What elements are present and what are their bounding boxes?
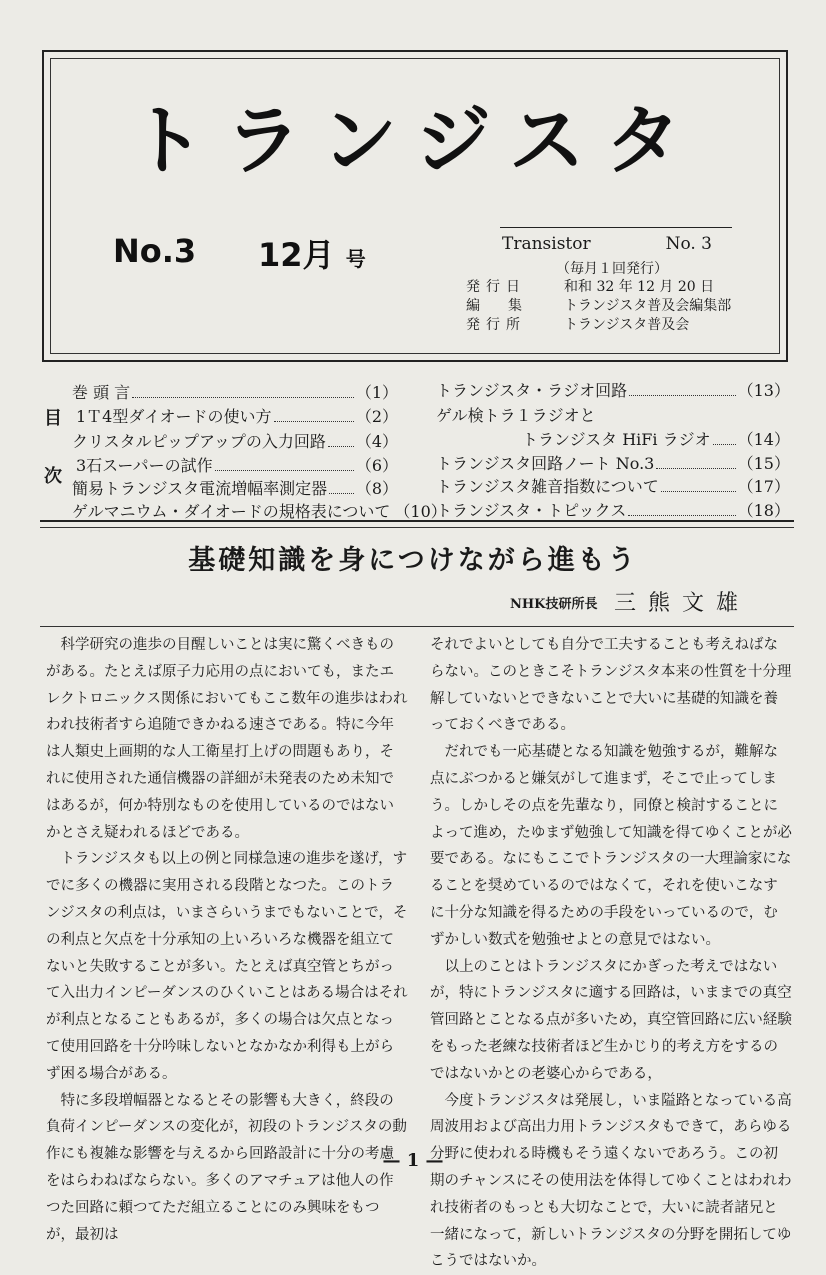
toc-page: （17） xyxy=(737,477,790,496)
toc-item[interactable] xyxy=(72,476,398,499)
toc-title: ゲル検トラ１ラジオと xyxy=(436,406,596,425)
colophon-value: トランジスタ普及会編集部 xyxy=(564,298,732,314)
colophon-title xyxy=(502,234,712,254)
toc-page: （18） xyxy=(737,501,790,520)
colophon-value: 和和 32 年 12 月 20 日 xyxy=(564,279,715,295)
issue-number: No.3 xyxy=(113,232,197,270)
colophon-row-published xyxy=(466,276,714,296)
toc-leader xyxy=(274,421,354,422)
toc-item[interactable] xyxy=(72,380,398,403)
toc-item[interactable] xyxy=(522,427,790,450)
toc-page: （1） xyxy=(355,383,398,402)
toc-leader xyxy=(628,515,735,516)
toc-leader xyxy=(661,491,736,492)
article-paragraph: 今度トランジスタは発展し，いま隘路となっている高周波用および高出力用トランジスタもできて，あらゆる分野に使われる時機もそう遠くないであろう。この初期のチャンスにその使用法を体得してゆくことはわれわれ技術者のもっとも大切なことで，大いに読者諸兄と一緒になって，新しいトランジスタの分野を開拓してゆこうではないか。 xyxy=(430,1092,792,1270)
magazine-title: トランジスタ xyxy=(129,96,701,185)
colophon-row-editor xyxy=(466,295,731,315)
page-number: — 1 — xyxy=(382,1150,444,1171)
colophon-label: 発行所 xyxy=(466,317,526,333)
issue-month-suffix: 号 xyxy=(345,247,366,271)
toc-leader xyxy=(328,446,354,447)
toc-title: トランジスタ雑音指数について xyxy=(436,477,659,496)
colophon-label: 編集 xyxy=(466,298,550,314)
colophon-rule xyxy=(500,227,732,228)
colophon-label: 発行日 xyxy=(466,279,526,295)
toc-page: （14） xyxy=(737,430,790,449)
toc-page: （4） xyxy=(355,432,398,451)
toc-title: トランジスタ・トピックス xyxy=(436,501,627,520)
toc-leader xyxy=(629,395,736,396)
colophon-number: No. 3 xyxy=(665,234,712,254)
colophon-value: トランジスタ普及会 xyxy=(564,317,690,333)
issue-month-value: 12月 xyxy=(258,236,335,274)
toc-page: （13） xyxy=(737,381,790,400)
toc-item[interactable] xyxy=(436,451,790,474)
toc-item[interactable] xyxy=(436,403,790,426)
toc-page: （8） xyxy=(355,479,398,498)
toc-leader xyxy=(713,444,736,445)
toc-item[interactable] xyxy=(436,498,790,521)
toc-heading-ji: 次 xyxy=(44,466,62,487)
article-column-right xyxy=(430,632,792,1275)
toc-page: （15） xyxy=(737,454,790,473)
colophon-frequency: （毎月１回発行） xyxy=(556,261,668,277)
article-paragraph: トランジスタも以上の例と同様急速の進歩を遂げ，すでに多くの機器に実用される段階となつた。このトランジスタの利点は，いまさらいうまでもないことで，その利点と欠点を十分承知の上いろいろな機器を組立てないと失敗することが多い。たとえば真空管とちがって入出力インピーダンスのひくいことはある場合はそれが利点となることもあるが，多くの場合は欠点となって使用回路を十分吟味しないとなかなか利得も上がらず困る場合がある。 xyxy=(46,851,408,1082)
toc-title: 簡易トランジスタ電流増幅率測定器 xyxy=(72,479,328,498)
toc-bottom-rule xyxy=(40,520,794,522)
toc-title: トランジスタ HiFi ラジオ xyxy=(522,430,711,449)
author-name: 三熊文雄 xyxy=(614,591,751,616)
toc-item[interactable] xyxy=(76,404,398,427)
issue-month xyxy=(258,230,366,276)
toc-leader xyxy=(215,470,354,471)
article-headline: 基礎知識を身につけながら進もう xyxy=(188,545,638,576)
toc-title: トランジスタ回路ノート No.3 xyxy=(436,454,655,473)
toc-bottom-rule-thin xyxy=(40,527,794,528)
toc-item[interactable] xyxy=(72,499,447,522)
toc-title: トランジスタ・ラジオ回路 xyxy=(436,381,628,400)
toc-item[interactable] xyxy=(436,378,790,401)
article-paragraph: 科学研究の進歩の目醒しいことは実に驚くべきものがある。たとえば原子力応用の点においても，またエレクトロニックス関係においてもここ数年の進歩はわれわれ技術者すら追随できかねる速さである。特に今年は人類史上画期的な人工衛星打上げの問題もあり，それに使用された通信機器の詳細が未発表のため未知ではあるが，何か特別なものを使用しているのではないかとさえ疑われるほどである。 xyxy=(46,637,408,841)
article-paragraph: 以上のことはトランジスタにかぎった考えではないが，特にトランジスタに適する回路は，いままでの真空管回路とことなる点が多いため，真空管回路に広い経験をもった老練な技術者ほど生かじり的考え方をするのではないかとの老婆心からである， xyxy=(430,958,792,1082)
toc-title: 巻 頭 言 xyxy=(72,383,131,402)
article-paragraph: 特に多段増幅器となるとその影響も大きく，終段の負荷インピーダンスの変化が，初段のトランジスタの動作にも複雑な影響を与えるから回路設計に十分の考慮をはらわねばならない。多くのアマチュアは他人の作つた回路に頼つてただ組立ることにのみ興味をもつが，最初は xyxy=(46,1092,407,1243)
article-paragraph: だれでも一応基礎となる知識を勉強するが，難解な点にぶつかると嫌気がして進まず，そこで止ってしまう。しかしその点を先輩なり，同僚と検討することによって進め，たゆまず勉強して知識を得てゆくことが必要である。なにもここでトランジスタの一大理論家になることを奨めているのではなくて，それを使いこなすに十分な知識を得るための手段をいっているので，むずかしい数式を勉強せよとの意見ではない。 xyxy=(430,744,792,948)
toc-title: 1Ｔ4型ダイオードの使い方 xyxy=(76,407,272,426)
toc-item[interactable] xyxy=(76,453,398,476)
toc-page: （2） xyxy=(355,407,398,426)
colophon-row-publisher xyxy=(466,314,689,334)
toc-page: （6） xyxy=(355,456,398,475)
toc-leader xyxy=(329,493,354,494)
toc-title: ゲルマニウム・ダイオードの規格表について xyxy=(72,502,391,521)
toc-item[interactable] xyxy=(436,474,790,497)
toc-heading-moku: 目 xyxy=(44,408,62,429)
toc-page: （10） xyxy=(394,502,447,521)
article-paragraph: それでよいとしても自分で工夫することも考えねばならない。このときこそトランジスタ本来の性質を十分理解していないとできないことで大いに基礎的知識を養っておくべきである。 xyxy=(430,637,792,734)
toc-title: 3石スーパーの試作 xyxy=(76,456,213,475)
toc-item[interactable] xyxy=(72,429,398,452)
article-top-rule xyxy=(40,626,794,627)
toc-leader xyxy=(132,397,354,398)
toc-title: クリスタルピップアップの入力回路 xyxy=(72,432,326,451)
colophon-name: Transistor xyxy=(502,234,591,254)
toc-leader xyxy=(656,468,735,469)
author-organization: NHK技研所長 xyxy=(510,597,598,612)
